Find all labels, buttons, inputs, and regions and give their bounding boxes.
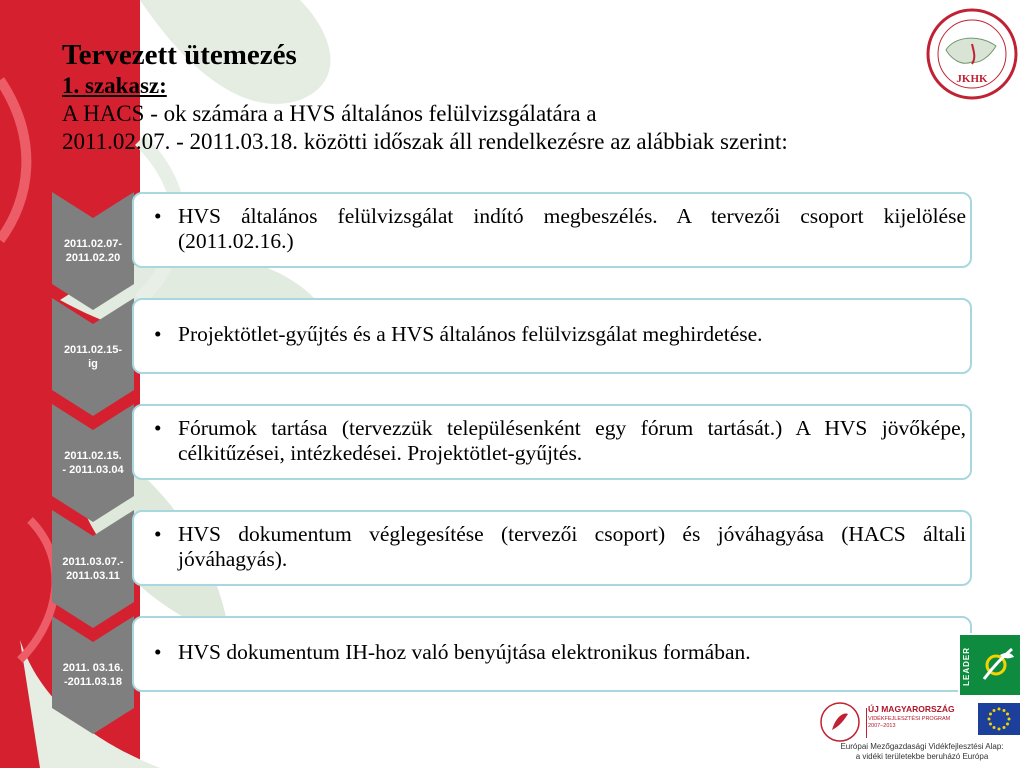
- timeline-card-2: [132, 298, 972, 374]
- timeline-item-5-text: HVS dokumentum IH-hoz való benyújtása elektronikus formában.: [178, 640, 751, 664]
- timeline-item-4-text: HVS dokumentum véglegesítése (tervezői csoport) és jóváhagyása (HACS általi jóváhagyás).: [178, 522, 966, 571]
- chevron-5-label: 2011. 03.16. -2011.03.18: [62, 662, 124, 688]
- intro-line-1: A HACS - ok számára a HVS általános felülvizsgálatára a: [62, 101, 597, 126]
- ujm-logo-subtitle-2: 2007–2013: [868, 722, 896, 729]
- eu-fund-caption-1: Európai Mezőgazdasági Vidékfejlesztési Alap:: [840, 742, 1004, 751]
- leader-emblem-icon: [960, 635, 1020, 695]
- timeline-card-5: [132, 616, 972, 692]
- bullet-icon: •: [154, 204, 162, 228]
- ujm-logo-title: ÚJ MAGYARORSZÁG: [868, 704, 955, 714]
- eu-stars-icon: [978, 703, 1020, 735]
- eu-flag-icon: [978, 703, 1020, 735]
- jkhk-seal-text: JKHK: [956, 73, 988, 85]
- bullet-icon: •: [154, 416, 162, 440]
- leader-logo-text: LEADER: [962, 647, 971, 686]
- chevron-2-label: 2011.02.15- ig: [63, 344, 123, 370]
- timeline-item-2-text: Projektötlet-gyűjtés és a HVS általános felülvizsgálat meghirdetése.: [178, 322, 763, 346]
- timeline-item-4: [134, 512, 970, 572]
- ujm-logo-subtitle-1: VIDÉKFEJLESZTÉSI PROGRAM: [868, 716, 951, 722]
- slide-subtitle: 1. szakasz:: [62, 73, 167, 98]
- bullet-icon: •: [154, 322, 162, 346]
- timeline-item-3-text: Fórumok tartása (tervezzük településenként egy fórum tartását.) A HVS jövőképe, célkitűzései, intézkedései. Projektötlet-gyűjtés.: [178, 416, 966, 465]
- slide-title: Tervezett ütemezés: [62, 39, 297, 71]
- chevron-4-label: 2011.03.07.- 2011.03.11: [62, 556, 124, 582]
- chevron-3-label: 2011.02.15. - 2011.03.04: [62, 450, 124, 476]
- timeline-card-1: [132, 192, 972, 268]
- timeline-card-3: [132, 404, 972, 480]
- jkhk-seal-logo: [924, 6, 1020, 102]
- intro-line-2: 2011.02.07. - 2011.03.18. közötti időszak áll rendelkezésre az alábbiak szerint:: [62, 129, 788, 154]
- timeline-item-1-text: HVS általános felülvizsgálat indító megbeszélés. A tervezői csoport kijelölése (2011.02.16.): [178, 204, 966, 253]
- leader-logo: [958, 633, 1022, 697]
- timeline-card-4: [132, 510, 972, 586]
- eu-fund-caption: [822, 742, 1022, 762]
- ujm-logo-subtitle: [868, 716, 950, 729]
- chevron-1-label: 2011.02.07- 2011.02.20: [63, 238, 123, 264]
- timeline-item-2: [134, 300, 970, 347]
- timeline-item-3: [134, 406, 970, 466]
- bullet-icon: •: [154, 522, 162, 546]
- title-block: [62, 38, 992, 156]
- eu-fund-caption-2: a vidéki területekbe beruházó Európa: [855, 752, 989, 761]
- timeline-item-1: [134, 194, 970, 254]
- timeline-item-5: [134, 618, 970, 665]
- bullet-icon: •: [154, 640, 162, 664]
